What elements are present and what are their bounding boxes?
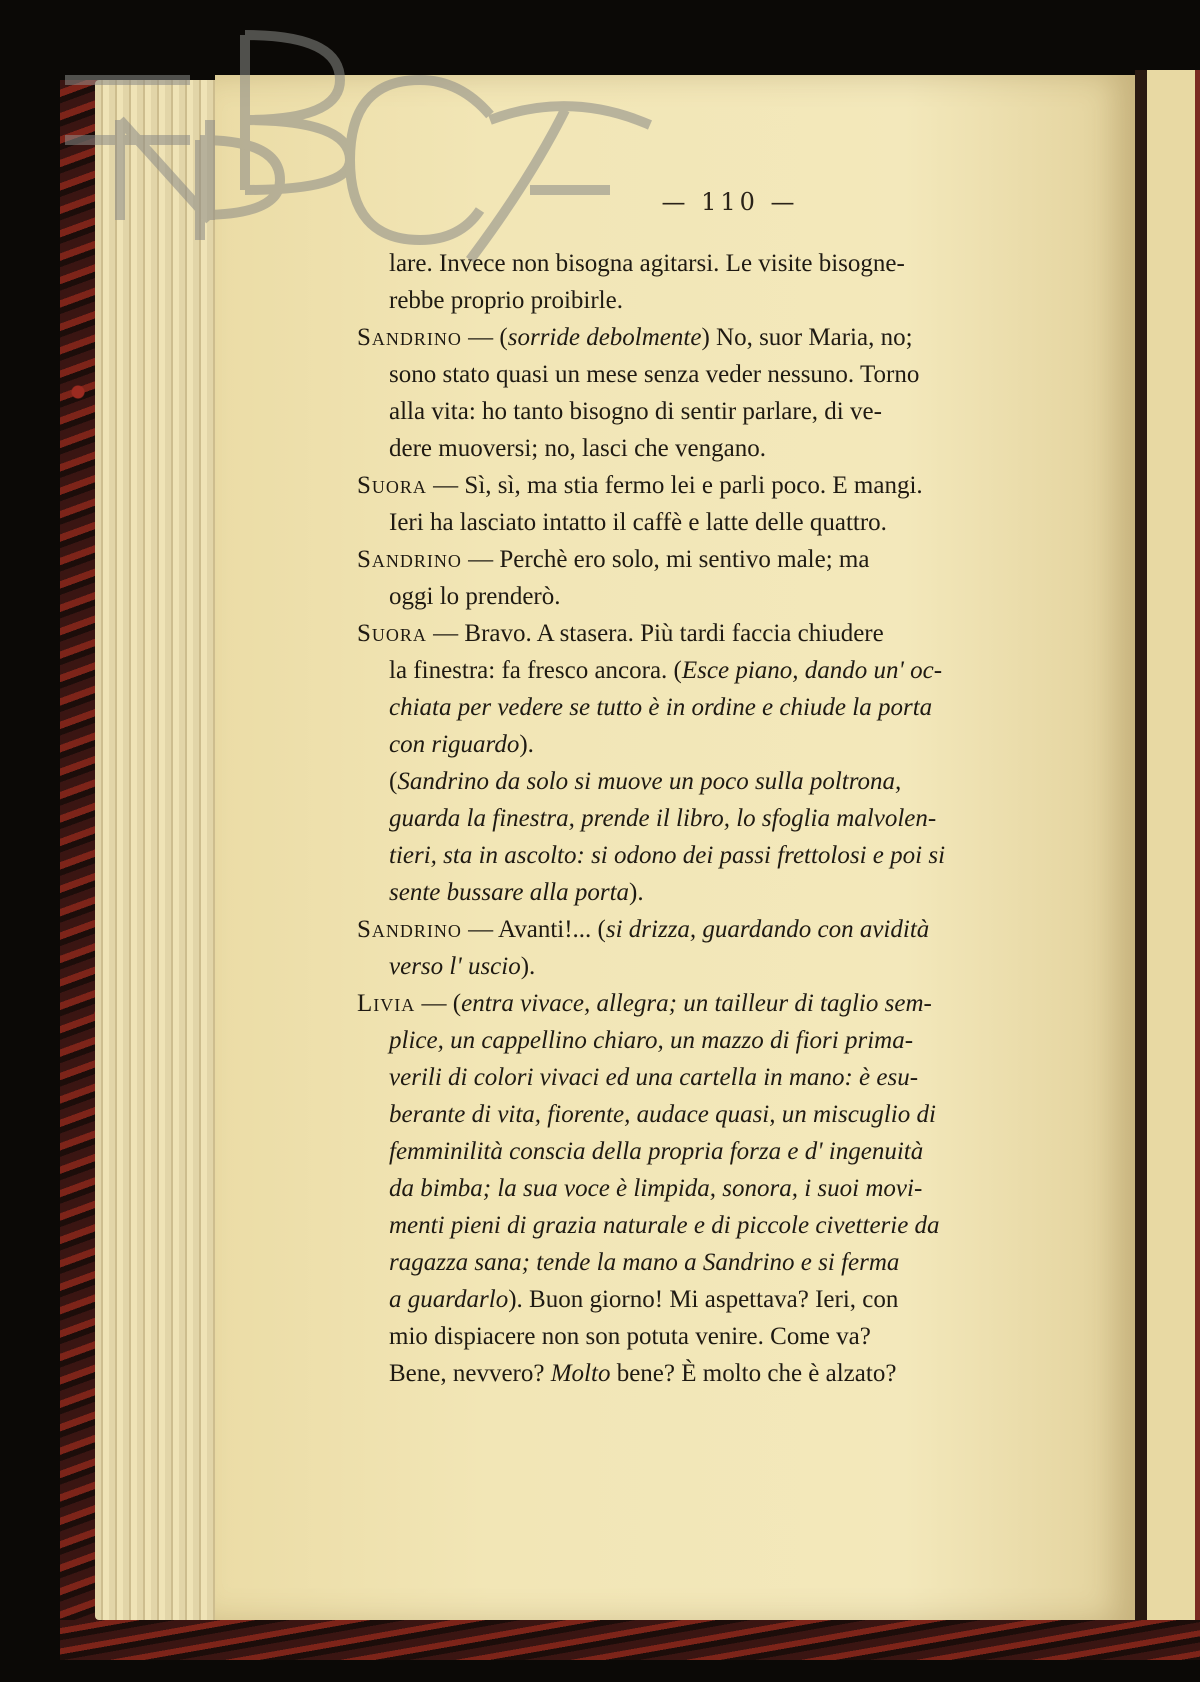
stage-direction: plice, un cappellino chiaro, un mazzo di fiori prima-: [389, 1027, 914, 1054]
speaker-name: Suora: [357, 472, 427, 499]
stage-direction: ragazza sana; tende la mano a Sandrino e si ferma: [389, 1249, 900, 1276]
stage-direction: tieri, sta in ascolto: si odono dei passi frettolosi e poi si: [389, 842, 946, 869]
text-line: [357, 1355, 1097, 1392]
text-line: [357, 541, 1097, 578]
dialogue-text: (: [389, 768, 398, 795]
stage-direction: chiata per vedere se tutto è in ordine e chiude la porta: [389, 694, 933, 721]
dialogue-text: la finestra: fa fresco ancora. (: [389, 657, 682, 684]
dialogue-text: sono stato quasi un mese senza veder nessuno. Torno: [389, 361, 920, 388]
text-line: [357, 1318, 1097, 1355]
text-line: [357, 652, 1097, 689]
stage-direction: da bimba; la sua voce è limpida, sonora, i suoi movi-: [389, 1175, 923, 1202]
text-line: [357, 911, 1097, 948]
text-line: [357, 874, 1097, 911]
stage-direction: sente bussare alla porta: [389, 879, 630, 906]
dialogue-text: lare. Invece non bisogna agitarsi. Le visite bisogne-: [389, 250, 905, 277]
text-line: [357, 1133, 1097, 1170]
dialogue-text: — (: [461, 324, 508, 351]
text-line: [357, 726, 1097, 763]
speaker-name: Livia: [357, 990, 416, 1017]
speaker-name: Sandrino: [357, 324, 462, 351]
text-line: [357, 356, 1097, 393]
dialogue-text: — (: [415, 990, 462, 1017]
text-line: [357, 689, 1097, 726]
text-line: [357, 504, 1097, 541]
text-line: [357, 430, 1097, 467]
dialogue-text: ).: [520, 953, 536, 980]
page-stack-edge: [95, 80, 235, 1620]
dialogue-text: — Avanti!... (: [461, 916, 606, 943]
text-line: [357, 948, 1097, 985]
stage-direction: verili di colori vivaci ed una cartella in mano: è esu-: [389, 1064, 919, 1091]
stage-direction: entra vivace, allegra; un tailleur di taglio sem-: [461, 990, 932, 1017]
dialogue-text: Ieri ha lasciato intatto il caffè e latte delle quattro.: [389, 509, 887, 536]
dialogue-text: rebbe proprio proibirle.: [389, 287, 623, 314]
stage-direction: a guardarlo: [389, 1286, 509, 1313]
text-line: [357, 1022, 1097, 1059]
dialogue-text: dere muoversi; no, lasci che vengano.: [389, 435, 766, 462]
dialogue-text: ). Buon giorno! Mi aspettava? Ieri, con: [508, 1286, 899, 1313]
dialogue-text: alla vita: ho tanto bisogno di sentir parlare, di ve-: [389, 398, 882, 425]
stage-direction: berante di vita, fiorente, audace quasi, un miscuglio di: [389, 1101, 936, 1128]
text-line: [357, 282, 1097, 319]
text-line: [357, 837, 1097, 874]
speaker-name: Sandrino: [357, 546, 462, 573]
text-line: [357, 1244, 1097, 1281]
dialogue-text: — Sì, sì, ma stia fermo lei e parli poco. E mangi.: [426, 472, 923, 499]
dialogue-text: bene? È molto che è alzato?: [610, 1360, 897, 1387]
dialogue-text: ).: [519, 731, 534, 758]
stage-direction: femminilità conscia della propria forza e d' ingenuità: [389, 1138, 924, 1165]
speaker-name: Suora: [357, 620, 427, 647]
text-line: [357, 1059, 1097, 1096]
text-line: [357, 985, 1097, 1022]
text-line: [357, 800, 1097, 837]
text-line: [357, 393, 1097, 430]
dialogue-text: — Perchè ero solo, mi sentivo male; ma: [461, 546, 870, 573]
text-line: [357, 615, 1097, 652]
text-line: [357, 245, 1097, 282]
text-line: [357, 1096, 1097, 1133]
text-line: [357, 578, 1097, 615]
stage-direction: sorride debolmente: [507, 324, 702, 351]
dialogue-text: — Bravo. A stasera. Più tardi faccia chiudere: [426, 620, 884, 647]
speaker-name: Sandrino: [357, 916, 462, 943]
stage-direction: con riguardo: [389, 731, 520, 758]
text-line: [357, 1281, 1097, 1318]
text-line: [357, 1170, 1097, 1207]
dialogue-text: mio dispiacere non son potuta venire. Come va?: [389, 1323, 871, 1350]
stage-direction: Esce piano, dando un' oc-: [681, 657, 943, 684]
stage-direction: Molto: [550, 1360, 611, 1387]
stage-direction: verso l' uscio: [389, 953, 521, 980]
stage-direction: menti pieni di grazia naturale e di piccole civetterie da: [389, 1212, 940, 1239]
dialogue-text: ).: [629, 879, 644, 906]
text-line: [357, 763, 1097, 800]
dialogue-text: ) No, suor Maria, no;: [701, 324, 913, 351]
page-number: — 110 —: [661, 188, 799, 216]
dialogue-text: Bene, nevvero?: [389, 1360, 551, 1387]
text-line: [357, 467, 1097, 504]
bottom-binding: [60, 1620, 1200, 1660]
text-line: [357, 319, 1097, 356]
stage-direction: Sandrino da solo si muove un poco sulla poltrona,: [397, 768, 902, 795]
text-line: [357, 1207, 1097, 1244]
dialogue-text: oggi lo prenderò.: [389, 583, 561, 610]
stage-direction: guarda la finestra, prende il libro, lo sfoglia malvolen-: [389, 805, 937, 832]
facing-page-edge: [1135, 70, 1200, 1630]
stage-direction: si drizza, guardando con avidità: [605, 916, 930, 943]
page-text: [357, 245, 1097, 1392]
